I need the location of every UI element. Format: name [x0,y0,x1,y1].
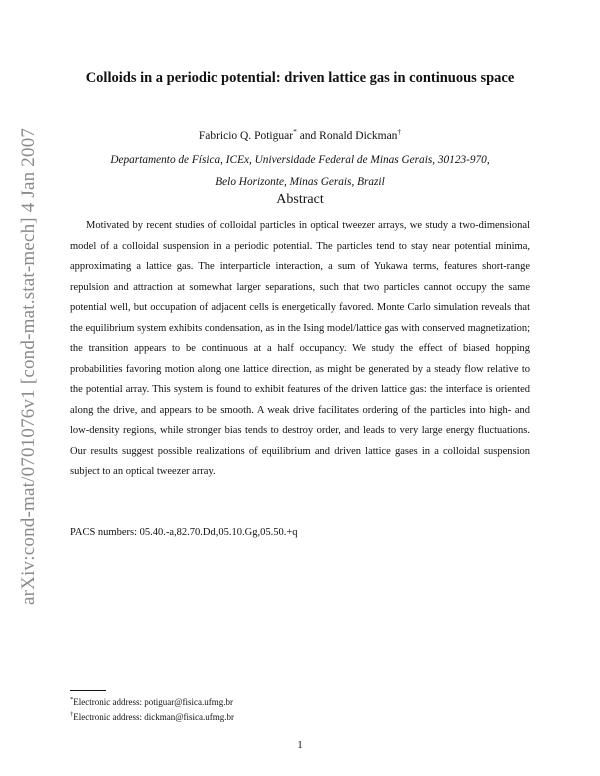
arxiv-identifier-stamp: arXiv:cond-mat/0701076v1 [cond-mat.stat-mech] 4 Jan 2007 [18,127,39,605]
affiliation-line: Belo Horizonte, Minas Gerais, Brazil [215,176,385,188]
abstract-body: Motivated by recent studies of colloidal particles in optical tweezer arrays, we study a two-dimensional model of a colloidal suspension in a periodic potential. The particles tend to stay near potential minima, approximating a lattice gas. The interparticle interaction, a sum of Yukawa terms, features short-range repulsion and attraction at somewhat larger separations, such that two particles cannot occupy the same potential well, but occupation of adjacent cells is energetically favored. Monte Carlo simulation reveals that the equilibrium system exhibits condensation, as in the Ising model/lattice gas with conserved magnetization; the transition appears to be continuous at a half occupancy. We study the effect of biased hopping probabilities favoring motion along one lattice direction, as might be generated by a steady flow relative to the potential array. This system is found to exhibit features of the driven lattice gas: the interface is oriented along the drive, and appears to be smooth. A weak drive facilitates ordering of the particles into high- and low-density regions, while stronger bias tends to destroy order, and leads to very large energy fluctuations. Our results suggest possible realizations of equilibrium and driven lattice gases in a colloidal suspension subject to an optical tweezer array. [70,220,530,477]
author-connector: and [296,130,320,142]
author-footnote-mark: * [293,127,297,137]
pacs-numbers: PACS numbers: 05.40.-a,82.70.Dd,05.10.Gg,05.50.+q [70,527,298,538]
footnote [70,697,530,707]
footnote-text: Electronic address: potiguar@fisica.ufmg.br [73,697,233,707]
footnote-mark: † [70,711,74,718]
footnote-divider [70,690,106,691]
author-footnote-mark: † [397,127,402,137]
paper-title: Colloids in a periodic potential: driven lattice gas in continuous space [85,70,515,86]
author-name: Ronald Dickman [319,130,398,142]
author-list [70,127,530,142]
affiliation-line: Departamento de Física, ICEx, Universidade Federal de Minas Gerais, 30123-970, [110,154,490,166]
abstract-heading: Abstract [276,192,324,207]
footnote-mark: * [70,696,74,703]
author-name: Fabricio Q. Potiguar [198,130,294,142]
footnote-text: Electronic address: dickman@fisica.ufmg.br [73,712,234,722]
footnote [70,712,530,722]
affiliation [70,149,530,193]
page-number: 1 [297,739,303,751]
